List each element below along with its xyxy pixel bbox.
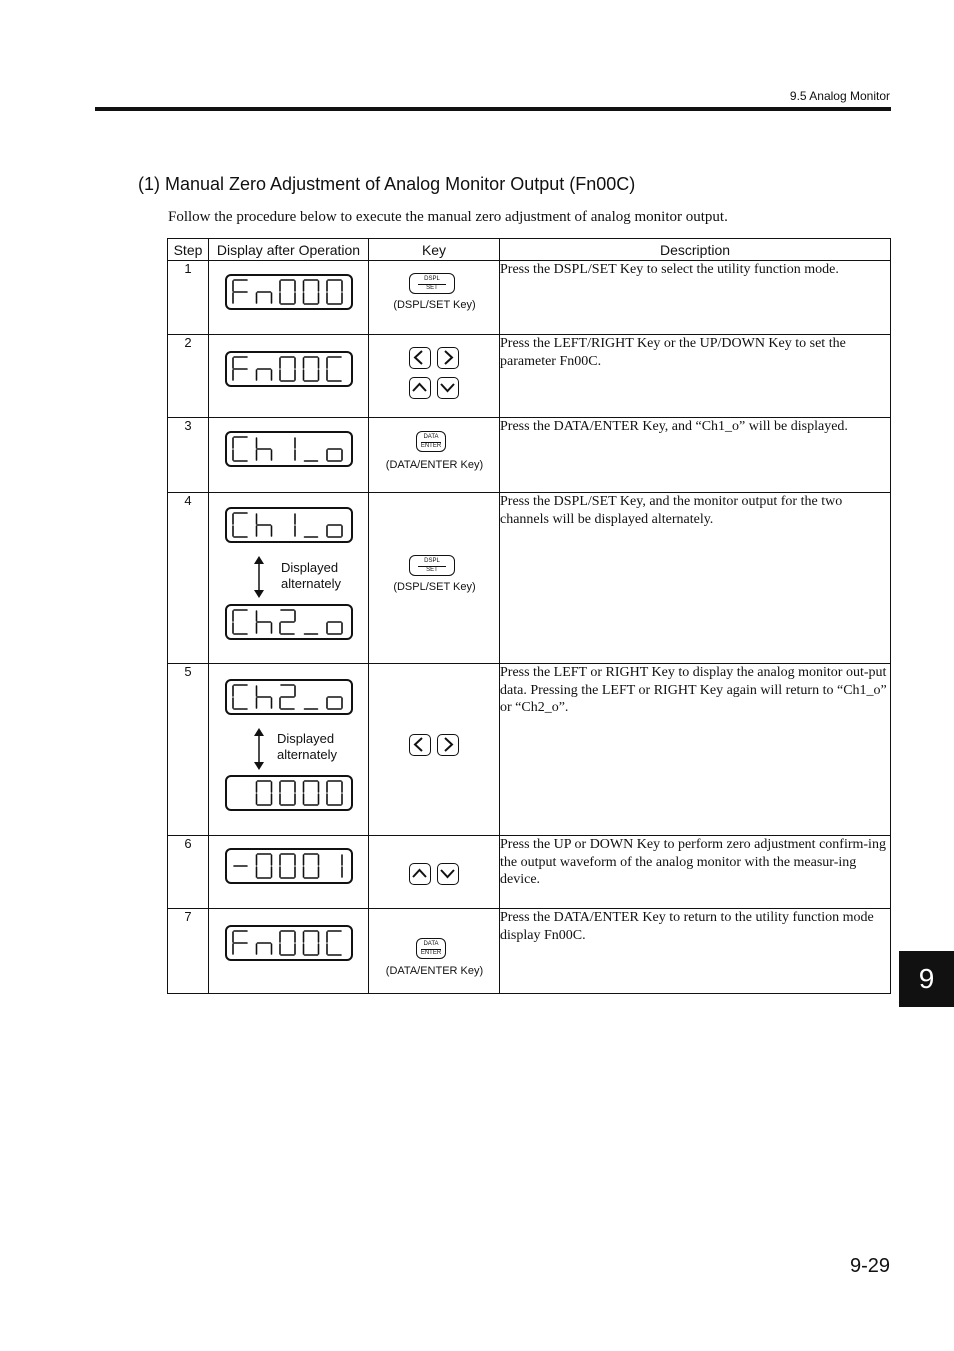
step-number: 1 [168, 261, 209, 335]
running-head: 9.5 Analog Monitor [789, 89, 890, 103]
key-cell [369, 664, 500, 836]
segment-digits [227, 276, 351, 308]
step-number: 6 [168, 836, 209, 909]
alternation-arrow-icon [253, 728, 265, 770]
table-row [168, 493, 891, 664]
seven-segment-display [225, 679, 353, 715]
segment-digits [227, 777, 351, 809]
up-arrow-icon [409, 377, 431, 399]
table-header-row [168, 239, 891, 261]
key-cell [369, 909, 500, 994]
table-row [168, 335, 891, 418]
step-description: Press the UP or DOWN Key to perform zero adjustment confirm-ing the output waveform of the analog monitor with the measur-ing device. [500, 836, 891, 909]
down-arrow-icon [437, 377, 459, 399]
right-arrow-icon [437, 347, 459, 369]
seven-segment-display [225, 925, 353, 961]
dspl-set-key-icon: DSPL SET [409, 273, 455, 294]
segment-digits [227, 509, 351, 541]
seven-segment-display [225, 274, 353, 310]
step-number: 4 [168, 493, 209, 664]
section-title: (1) Manual Zero Adjustment of Analog Monitor Output (Fn00C) [138, 174, 636, 194]
key-cell [369, 836, 500, 909]
segment-digits [227, 353, 351, 385]
key-label: (DATA/ENTER Key) [385, 965, 484, 977]
key-cell [369, 261, 500, 335]
display-cell [209, 836, 369, 909]
step-number: 5 [168, 664, 209, 836]
down-arrow-icon [437, 863, 459, 885]
table-row [168, 418, 891, 493]
data-enter-key-icon: DATA ENTER [416, 938, 446, 959]
up-arrow-icon [409, 863, 431, 885]
step-number: 3 [168, 418, 209, 493]
display-cell [209, 493, 369, 664]
key-cell [369, 418, 500, 493]
key-cell [369, 493, 500, 664]
step-description: Press the DSPL/SET Key to select the utility function mode. [500, 261, 891, 335]
seven-segment-display [225, 604, 353, 640]
dspl-set-key-icon: DSPL SET [409, 555, 455, 576]
seven-segment-display [225, 431, 353, 467]
intro-text: Follow the procedure below to execute the manual zero adjustment of analog monitor output. [168, 209, 728, 225]
step-number: 7 [168, 909, 209, 994]
segment-digits [227, 927, 351, 959]
key-label: (DSPL/SET Key) [393, 299, 476, 311]
seven-segment-display [225, 351, 353, 387]
step-description: Press the DSPL/SET Key, and the monitor output for the two channels will be displayed alternately. [500, 493, 891, 664]
table-row [168, 664, 891, 836]
header-key: Key [369, 239, 500, 261]
step-description: Press the LEFT or RIGHT Key to display the analog monitor out-put data. Pressing the LEFT or RIGHT Key again will return to “Ch1_o” or “Ch2_o”. [500, 664, 891, 836]
segment-digits [227, 850, 351, 882]
header-display: Display after Operation [209, 239, 369, 261]
seven-segment-display [225, 775, 353, 811]
segment-digits [227, 681, 351, 713]
display-cell [209, 664, 369, 836]
display-cell [209, 335, 369, 418]
display-cell [209, 909, 369, 994]
left-arrow-icon [409, 347, 431, 369]
alternation-note: Displayed alternately [281, 560, 341, 591]
step-description: Press the LEFT/RIGHT Key or the UP/DOWN Key to set the parameter Fn00C. [500, 335, 891, 418]
page-number: 9-29 [849, 1255, 890, 1277]
step-description: Press the DATA/ENTER Key, and “Ch1_o” will be displayed. [500, 418, 891, 493]
alternation-arrow-icon [253, 556, 265, 598]
key-cell [369, 335, 500, 418]
segment-digits [227, 433, 351, 465]
data-enter-key-icon: DATA ENTER [416, 431, 446, 452]
seven-segment-display [225, 507, 353, 543]
key-label: (DATA/ENTER Key) [385, 459, 484, 471]
display-cell [209, 418, 369, 493]
procedure-table [167, 238, 891, 994]
step-description: Press the DATA/ENTER Key to return to the utility function mode display Fn00C. [500, 909, 891, 994]
chapter-tab: 9 [899, 951, 954, 1007]
left-arrow-icon [409, 734, 431, 756]
seven-segment-display [225, 848, 353, 884]
table-row [168, 261, 891, 335]
step-number: 2 [168, 335, 209, 418]
alternation-note: Displayed alternately [277, 731, 337, 762]
table-row [168, 909, 891, 994]
display-cell [209, 261, 369, 335]
segment-digits [227, 606, 351, 638]
key-label: (DSPL/SET Key) [393, 581, 476, 593]
header-rule [95, 107, 891, 111]
header-description: Description [500, 239, 891, 261]
table-row [168, 836, 891, 909]
header-step: Step [168, 239, 209, 261]
right-arrow-icon [437, 734, 459, 756]
